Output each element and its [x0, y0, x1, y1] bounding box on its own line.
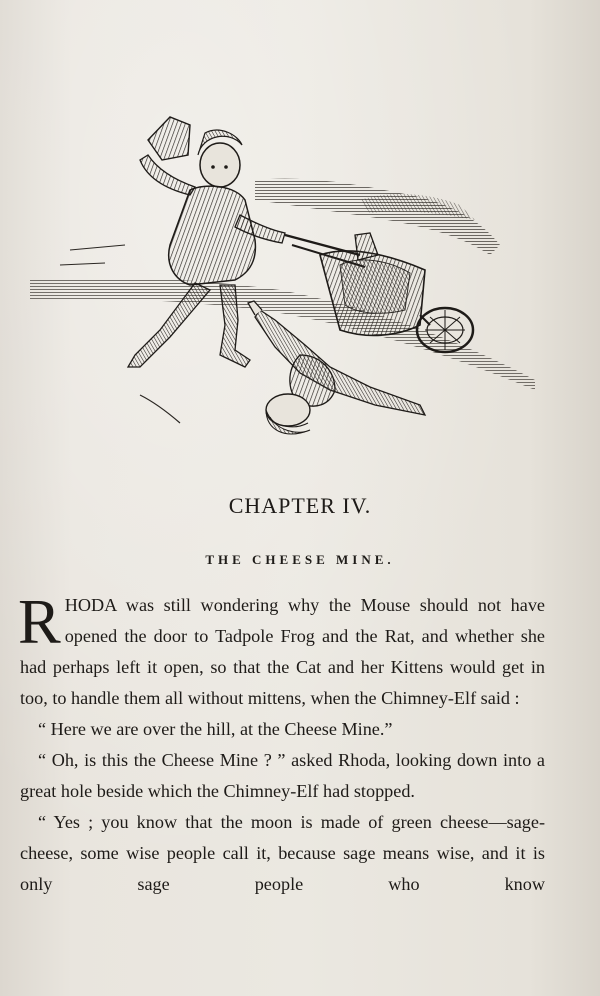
paragraph-1-text: HODA was still wondering why the Mouse should not have opened the door to Tadpole Frog and the Rat, and whether she had perhaps left it open, so that the Cat and her Kittens would get in too, to handle them all without mittens, when the Chimney-Elf said :: [20, 595, 545, 708]
paragraph-2: “ Here we are over the hill, at the Cheese Mine.”: [38, 719, 393, 739]
chapter-subtitle: THE CHEESE MINE.: [205, 552, 395, 567]
body-text: [18, 586, 545, 900]
chapter-title: CHAPTER IV.: [228, 493, 372, 518]
drop-cap: R: [18, 586, 61, 657]
wheelbarrow-illustration-icon: [30, 105, 550, 450]
paragraph-4: “ Yes ; you know that the moon is made of green cheese—sage-cheese, some wise people call it, because sage means wise, and it is only sage people who know: [20, 812, 545, 894]
paragraph-3: “ Oh, is this the Cheese Mine ? ” asked Rhoda, looking down into a great hole beside which the Chimney-Elf had stopped.: [20, 750, 545, 801]
paragraph-1: [18, 586, 545, 714]
